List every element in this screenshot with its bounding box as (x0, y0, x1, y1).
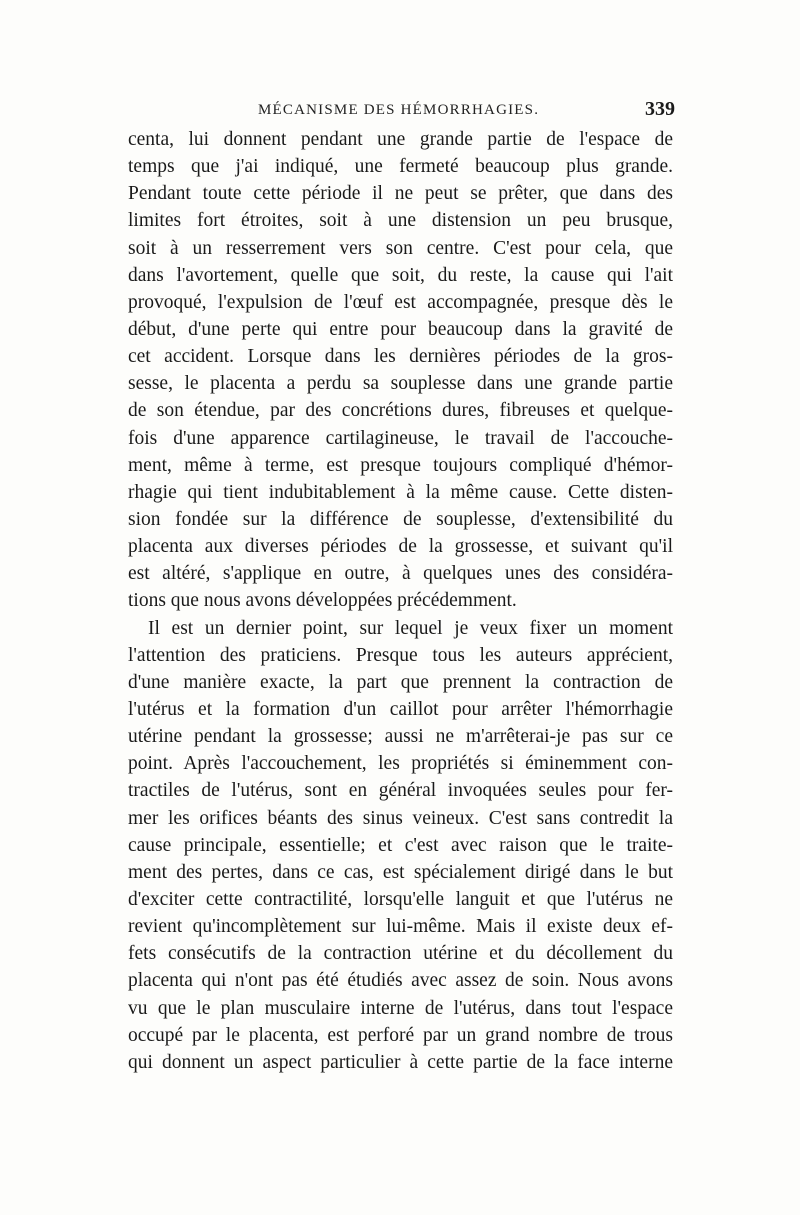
text-line: fets consécutifs de la contraction utérine et du décollement du (128, 943, 673, 965)
text-line: d'exciter cette contractilité, lorsqu'elle languit et que l'utérus ne (128, 888, 673, 910)
text-line: revient qu'incomplètement sur lui-même. Mais il existe deux ef- (128, 916, 673, 938)
text-line: tractiles de l'utérus, sont en général invoquées seules pour fer- (128, 780, 673, 802)
text-line: sion fondée sur la différence de souplesse, d'extensibilité du (128, 508, 673, 530)
text-line: sesse, le placenta a perdu sa souplesse dans une grande partie (128, 373, 673, 395)
text-line: Pendant toute cette période il ne peut se prêter, que dans des (128, 183, 673, 205)
text-line: fois d'une apparence cartilagineuse, le travail de l'accouche- (128, 427, 673, 449)
text-line: soit à un resserrement vers son centre. C'est pour cela, que (128, 237, 673, 259)
text-line: l'utérus et la formation d'un caillot pour arrêter l'hémorrhagie (128, 698, 673, 720)
text-line: vu que le plan musculaire interne de l'utérus, dans tout l'espace (128, 997, 673, 1019)
text-line: ment, même à terme, est presque toujours compliqué d'hémor- (128, 454, 673, 476)
page-number: 339 (645, 98, 675, 120)
text-line: ment des pertes, dans ce cas, est spécialement dirigé dans le but (128, 861, 673, 883)
text-line: cet accident. Lorsque dans les dernières périodes de la gros- (128, 346, 673, 368)
text-line: qui donnent un aspect particulier à cette partie de la face interne (128, 1051, 673, 1073)
text-line: placenta aux diverses périodes de la grossesse, et suivant qu'il (128, 536, 673, 558)
text-line: cause principale, essentielle; et c'est avec raison que le traite- (128, 834, 673, 856)
text-line: dans l'avortement, quelle que soit, du reste, la cause qui l'ait (128, 264, 673, 286)
page-header (130, 98, 675, 128)
paragraph-start-line: Il est un dernier point, sur lequel je veux fixer un moment (148, 617, 673, 639)
text-line: l'attention des praticiens. Presque tous les auteurs apprécient, (128, 644, 673, 666)
text-line: centa, lui donnent pendant une grande partie de l'espace de (128, 129, 673, 150)
text-line: occupé par le placenta, est perforé par un grand nombre de trous (128, 1024, 673, 1046)
text-line: tions que nous avons développées précédemment. (128, 590, 517, 612)
text-line: d'une manière exacte, la part que prennent la contraction de (128, 671, 673, 693)
text-line: placenta qui n'ont pas été étudiés avec assez de soin. Nous avons (128, 970, 673, 992)
text-line: utérine pendant la grossesse; aussi ne m'arrêterai-je pas sur ce (128, 726, 673, 748)
text-line: est altéré, s'applique en outre, à quelques unes des considéra- (128, 563, 673, 585)
text-line: début, d'une perte qui entre pour beaucoup dans la gravité de (128, 318, 673, 340)
text-line: point. Après l'accouchement, les propriétés si éminemment con- (128, 753, 673, 775)
text-line: temps que j'ai indiqué, une fermeté beaucoup plus grande. (128, 156, 673, 178)
running-head: MÉCANISME DES HÉMORRHAGIES. (258, 102, 540, 118)
body-text (128, 126, 673, 1076)
text-line: provoqué, l'expulsion de l'œuf est accompagnée, presque dès le (128, 291, 673, 313)
text-line: de son étendue, par des concrétions dures, fibreuses et quelque- (128, 400, 673, 422)
text-line: rhagie qui tient indubitablement à la même cause. Cette disten- (128, 481, 673, 503)
text-line: mer les orifices béants des sinus veineux. C'est sans contredit la (128, 807, 673, 829)
text-line: limites fort étroites, soit à une distension un peu brusque, (128, 210, 673, 232)
